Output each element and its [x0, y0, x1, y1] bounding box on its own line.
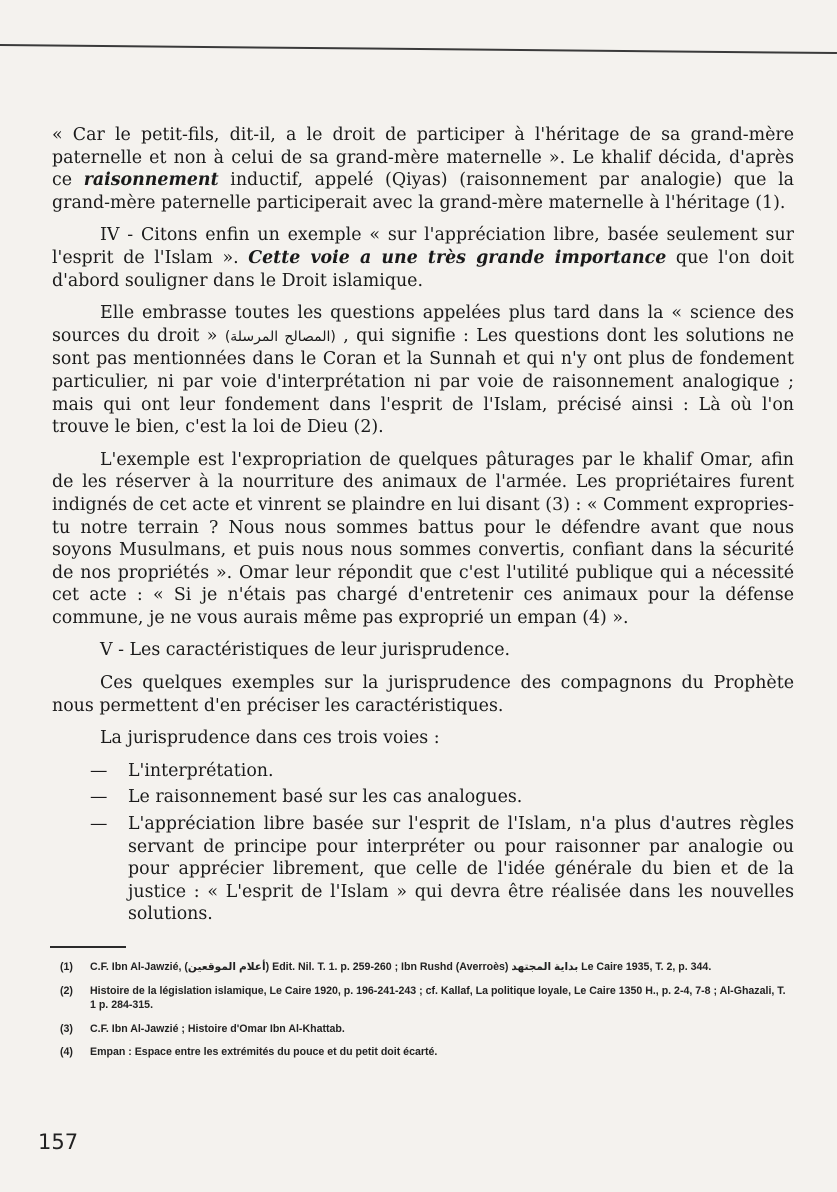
paragraph-3: Elle embrasse toutes les questions appelées plus tard dans la « science des sources du droit » (المصالح المرسلة) , qui signifie : Les questions dont les solutions ne sont pas mentionnées dans le Coran et la Sunnah et qui n'y ont plus de fondement particulier, ni par voie d'interprétation ni par voie de raisonnement analogique ; mais qui ont leur fondement dans l'esprit de l'Islam, précisé ainsi : Là où l'on trouve le bien, c'est la loi de Dieu (2). — [52, 303, 794, 438]
arabic-term: (المصالح المرسلة) — [224, 328, 336, 345]
body-text — [52, 124, 794, 930]
page-number: 157 — [38, 1130, 79, 1154]
footnote-3: (3) C.F. Ibn Al-Jawzié ; Histoire d'Omar Ibn Al-Khattab. — [60, 1022, 345, 1035]
emphasis-importance: Cette voie a une très grande importance — [248, 247, 667, 268]
section-heading-v: V - Les caractéristiques de leur jurisprudence. — [100, 640, 511, 661]
footnotes — [60, 960, 790, 1069]
footnote-rule — [50, 946, 126, 948]
paragraph-4: L'exemple est l'expropriation de quelques pâturages par le khalif Omar, afin de les réserver à la nourriture des animaux de l'armée. Les propriétaires furent indignés de cet acte et vinrent se plaindre en lui disant (3) : « Comment expropries-tu notre terrain ? Nous nous sommes battus pour le défendre avant que nous soyons Musulmans, et puis nous nous sommes convertis, confiant dans la sécurité de nos propriétés ». Omar leur répondit que c'est l'utilité publique qui a nécessité cet acte : « Si je n'étais pas chargé d'entretenir ces animaux pour la défense commune, je ne vous aurais même pas exproprié un empan (4) ». — [52, 449, 794, 628]
footnote-4: (4) Empan : Espace entre les extrémités du pouce et du petit doit écarté. — [60, 1046, 438, 1058]
footnote-1: (1) C.F. Ibn Al-Jawzié, (أعلام الموقعين) Edit. Nil. T. 1. p. 259-260 ; Ibn Rushd (Averroès) بداية المجتهد Le Caire 1935, T. 2, p. 344. — [60, 961, 712, 973]
ways-list — [52, 760, 794, 926]
paragraph-1: « Car le petit-fils, dit-il, a le droit de participer à l'héritage de sa grand-mère paternelle et non à celui de sa grand-mère maternelle ». Le khalif décida, d'après ce raisonnement inductif, appelé (Qiyas) (raisonnement par analogie) que la grand-mère paternelle participerait avec la grand-mère maternelle à l'héritage (1). — [52, 125, 794, 213]
list-item: — Le raisonnement basé sur les cas analogues. — [90, 787, 523, 808]
list-item: — L'appréciation libre basée sur l'esprit de l'Islam, n'a plus d'autres règles servant de principe pour interpréter ou pour raisonner par analogie ou pour apprécier librement, que celle de l'idée générale du bien et de la justice : « L'esprit de l'Islam » qui devra être réalisée dans les nouvelles solutions. — [90, 814, 794, 925]
paragraph-2: IV - Citons enfin un exemple « sur l'appréciation libre, basée seulement sur l'esprit de l'Islam ». Cette voie a une très grande importance que l'on doit d'abord souligner dans le Droit islamique. — [52, 225, 794, 291]
paragraph-6: Ces quelques exemples sur la jurisprudence des compagnons du Prophète nous permettent d'en préciser les caractéristiques. — [52, 673, 794, 716]
emphasis-raisonnement: raisonnement — [83, 170, 219, 191]
list-item: — L'interprétation. — [90, 760, 274, 781]
paragraph-7: La jurisprudence dans ces trois voies : — [100, 728, 440, 749]
top-rule — [0, 44, 837, 54]
footnote-2: (2) Histoire de la législation islamique, Le Caire 1920, p. 196-241-243 ; cf. Kallaf, La politique loyale, Le Caire 1350 H., p. 2-4, 7-8 ; Al-Ghazali, T. 1 p. 284-315. — [60, 984, 786, 1011]
